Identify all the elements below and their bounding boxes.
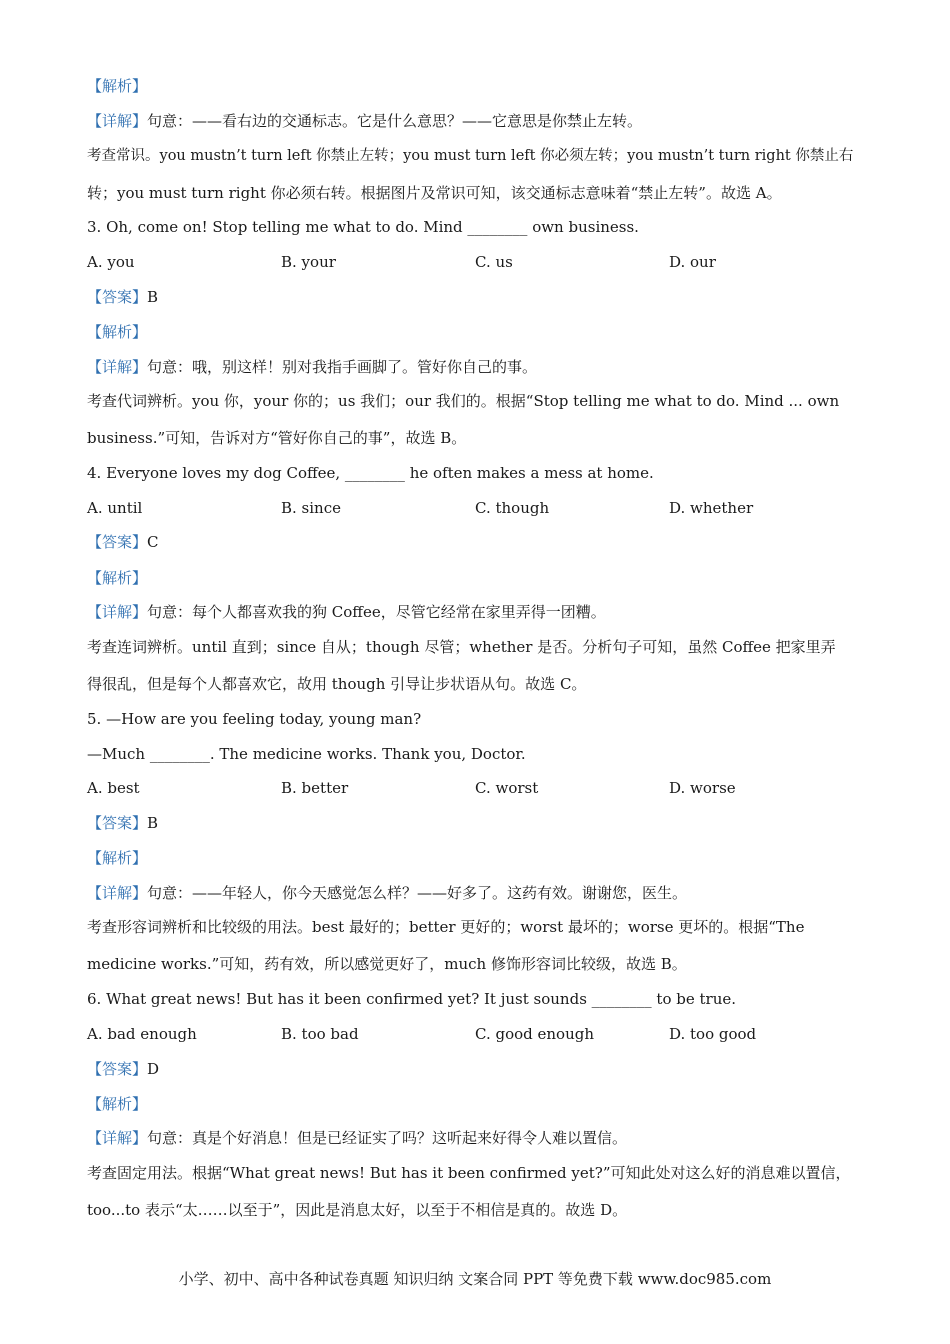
q5-option-a: A. best bbox=[87, 779, 140, 797]
q2-explanation-line-2: 转；you must turn right 你必须右转。根据图片及常识可知，该交通标志意味着“禁止左转”。故选 A。 bbox=[87, 184, 782, 202]
q3-option-d: D. our bbox=[669, 253, 716, 271]
q6-detail bbox=[87, 1128, 863, 1148]
q5-stem-line-1: 5. —How are you feeling today, young man? bbox=[87, 710, 422, 728]
analysis-label: 【解析】 bbox=[87, 77, 148, 95]
q2-detail-text: 句意：——看右边的交通标志。它是什么意思？——它意思是你禁止左转。 bbox=[147, 112, 643, 130]
q4-detail bbox=[87, 602, 863, 622]
detail-label: 【详解】 bbox=[87, 603, 148, 621]
q3-option-a: A. you bbox=[87, 253, 135, 271]
answer-label: 【答案】 bbox=[87, 533, 148, 551]
q5-options bbox=[87, 778, 863, 798]
q2-analysis-heading bbox=[87, 76, 863, 96]
analysis-label: 【解析】 bbox=[87, 1095, 148, 1113]
q2-detail bbox=[87, 111, 863, 131]
q6-answer bbox=[87, 1059, 863, 1079]
q5-detail bbox=[87, 883, 863, 903]
q6-detail-text: 句意：真是个好消息！但是已经证实了吗？这听起来好得令人难以置信。 bbox=[147, 1129, 628, 1147]
q6-option-d: D. too good bbox=[669, 1025, 757, 1043]
q5-detail-text: 句意：——年轻人，你今天感觉怎么样？——好多了。这药有效。谢谢您，医生。 bbox=[147, 884, 688, 902]
q4-answer-value: C bbox=[147, 533, 159, 551]
analysis-label: 【解析】 bbox=[87, 323, 148, 341]
detail-label: 【详解】 bbox=[87, 358, 148, 376]
q4-analysis-heading bbox=[87, 568, 863, 588]
q3-detail bbox=[87, 357, 863, 377]
q4-option-a: A. until bbox=[87, 499, 143, 517]
q5-option-d: D. worse bbox=[669, 779, 736, 797]
q5-explanation-line-1: 考查形容词辨析和比较级的用法。best 最好的；better 更好的；worst 最坏的；worse 更坏的。根据“The bbox=[87, 918, 805, 936]
q4-option-d: D. whether bbox=[669, 499, 754, 517]
answer-label: 【答案】 bbox=[87, 1060, 148, 1078]
q3-answer bbox=[87, 287, 863, 307]
q3-stem: 3. Oh, come on! Stop telling me what to do. Mind ________ own business. bbox=[87, 218, 639, 236]
answer-label: 【答案】 bbox=[87, 814, 148, 832]
q6-option-c: C. good enough bbox=[475, 1025, 595, 1043]
q6-explanation-line-2: too...to 表示“太……以至于”，因此是消息太好，以至于不相信是真的。故选 D。 bbox=[87, 1201, 628, 1219]
analysis-label: 【解析】 bbox=[87, 569, 148, 587]
q2-explanation-line-1: 考查常识。you mustn’t turn left 你禁止左转；you must turn left 你必须左转；you mustn’t turn right 你禁止右 bbox=[87, 148, 854, 164]
q3-explanation-line-1: 考查代词辨析。you 你，your 你的；us 我们；our 我们的。根据“Stop telling me what to do. Mind ... own bbox=[87, 392, 840, 410]
q5-answer-value: B bbox=[147, 814, 159, 832]
q4-answer bbox=[87, 532, 863, 552]
q4-stem: 4. Everyone loves my dog Coffee, ________ he often makes a mess at home. bbox=[87, 464, 654, 482]
q5-analysis-heading bbox=[87, 848, 863, 868]
analysis-label: 【解析】 bbox=[87, 849, 148, 867]
q4-explanation-line-2: 得很乱，但是每个人都喜欢它，故用 though 引导让步状语从句。故选 C。 bbox=[87, 675, 587, 693]
q3-answer-value: B bbox=[147, 288, 159, 306]
page-footer: 小学、初中、高中各种试卷真题 知识归纳 文案合同 PPT 等免费下载 www.doc985.com bbox=[178, 1270, 772, 1288]
q4-explanation-line-1: 考查连词辨析。until 直到；since 自从；though 尽管；whether 是否。分析句子可知，虽然 Coffee 把家里弄 bbox=[87, 638, 836, 656]
q3-analysis-heading bbox=[87, 322, 863, 342]
q3-explanation-line-2: business.”可知，告诉对方“管好你自己的事”，故选 B。 bbox=[87, 429, 467, 447]
q6-stem: 6. What great news! But has it been confirmed yet? It just sounds ________ to be true. bbox=[87, 990, 736, 1008]
q4-detail-text: 句意：每个人都喜欢我的狗 Coffee，尽管它经常在家里弄得一团糟。 bbox=[147, 603, 606, 621]
q3-option-b: B. your bbox=[281, 253, 336, 271]
q6-answer-value: D bbox=[147, 1060, 160, 1078]
q6-explanation-line-1: 考查固定用法。根据“What great news! But has it been confirmed yet?”可知此处对这么好的消息难以置信， bbox=[87, 1164, 851, 1182]
detail-label: 【详解】 bbox=[87, 112, 148, 130]
detail-label: 【详解】 bbox=[87, 1129, 148, 1147]
q3-detail-text: 句意：哦，别这样！别对我指手画脚了。管好你自己的事。 bbox=[147, 358, 538, 376]
answer-label: 【答案】 bbox=[87, 288, 148, 306]
q3-options bbox=[87, 252, 863, 272]
q4-option-b: B. since bbox=[281, 499, 341, 517]
q5-explanation-line-2: medicine works.”可知，药有效，所以感觉更好了，much 修饰形容词比较级，故选 B。 bbox=[87, 955, 687, 973]
q5-option-b: B. better bbox=[281, 779, 349, 797]
q4-option-c: C. though bbox=[475, 499, 550, 517]
q5-answer bbox=[87, 813, 863, 833]
q6-option-b: B. too bad bbox=[281, 1025, 359, 1043]
q6-analysis-heading bbox=[87, 1094, 863, 1114]
q5-option-c: C. worst bbox=[475, 779, 539, 797]
q6-options bbox=[87, 1024, 863, 1044]
detail-label: 【详解】 bbox=[87, 884, 148, 902]
q5-stem-line-2: —Much ________. The medicine works. Thank you, Doctor. bbox=[87, 745, 526, 763]
q3-option-c: C. us bbox=[475, 253, 513, 271]
q4-options bbox=[87, 498, 863, 518]
q6-option-a: A. bad enough bbox=[87, 1025, 197, 1043]
